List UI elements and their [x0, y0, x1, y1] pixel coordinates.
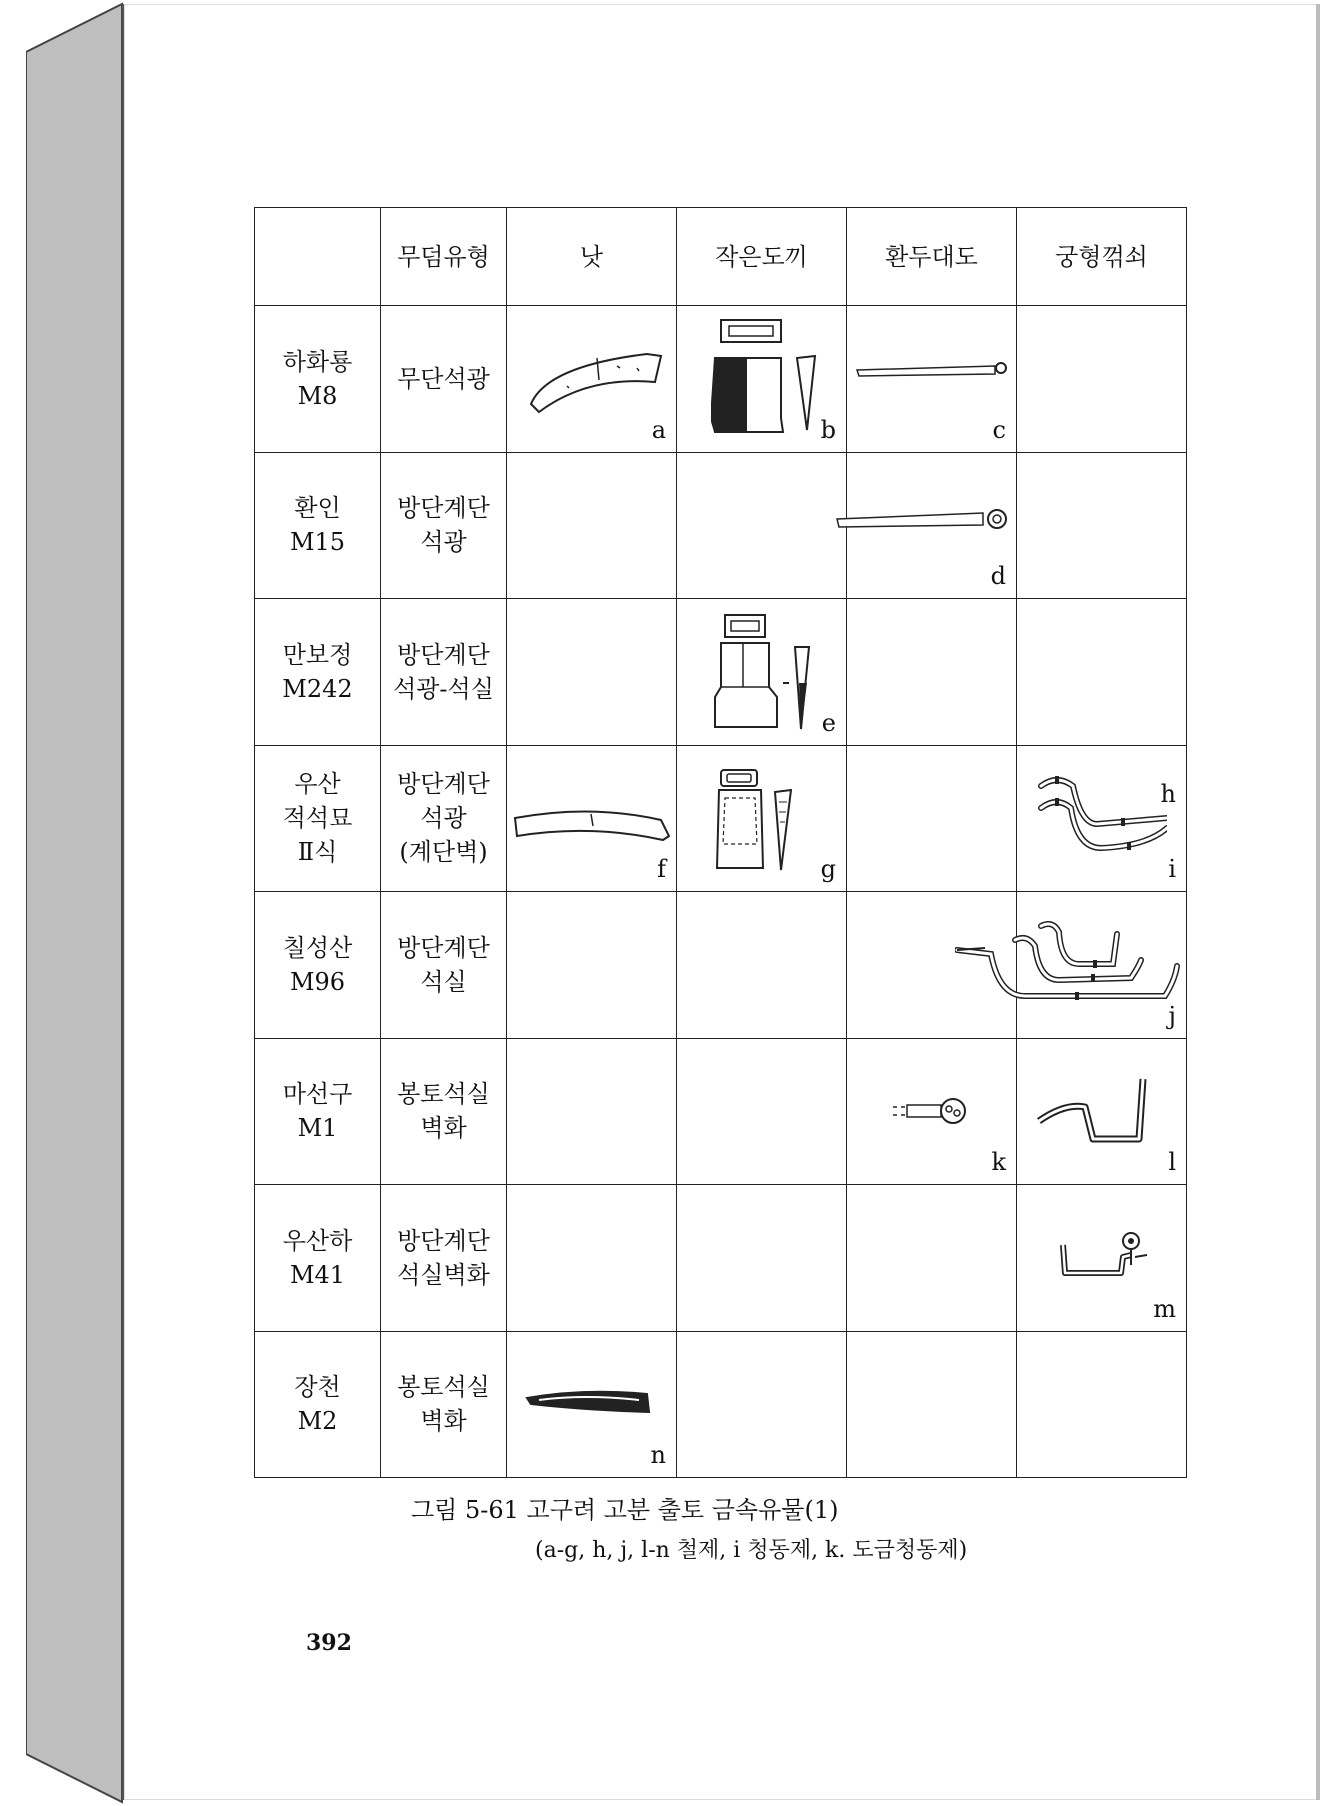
table-row — [255, 745, 1187, 892]
clamp-cell — [1017, 892, 1187, 1039]
sword-cell — [847, 1038, 1017, 1185]
sword-cell — [847, 1331, 1017, 1478]
sickle-drawing — [527, 346, 667, 416]
book-spine — [26, 0, 126, 1806]
tomb-type-cell: 방단계단 석실벽화 — [381, 1185, 507, 1332]
clamp-cell — [1017, 745, 1187, 892]
header-cell-ring-sword: 환두대도 — [847, 208, 1017, 306]
axe-cell — [677, 1038, 847, 1185]
axe-cell — [677, 599, 847, 746]
figure-caption-subtitle: (a-g, h, j, l-n 철제, i 청동제, k. 도금청동제) — [535, 1538, 968, 1563]
tomb-type-cell: 봉토석실 벽화 — [381, 1038, 507, 1185]
sickle-cell — [507, 599, 677, 746]
axe-cell — [677, 306, 847, 453]
tomb-type-cell: 방단계단 석광 — [381, 452, 507, 599]
table-row — [255, 892, 1187, 1039]
clamp-drawing — [1037, 772, 1167, 862]
clamp-cell — [1017, 306, 1187, 453]
sword-cell — [847, 452, 1017, 599]
sword-cell — [847, 306, 1017, 453]
figure-label: i — [1168, 855, 1176, 883]
page-edge — [1316, 4, 1320, 1800]
sickle-drawing — [525, 1382, 655, 1422]
axe-cell — [677, 892, 847, 1039]
artifact-table — [254, 207, 1187, 1478]
sword-cell — [847, 745, 1017, 892]
sword-cell — [847, 1185, 1017, 1332]
tomb-type-cell: 봉토석실 벽화 — [381, 1331, 507, 1478]
figure-label: h — [1160, 779, 1176, 808]
site-cell: 우산 적석묘 Ⅱ식 — [255, 745, 381, 892]
tomb-type-cell: 방단계단 석광 (계단벽) — [381, 745, 507, 892]
clamp-cell — [1017, 599, 1187, 746]
figure-caption: 그림 5-61 고구려 고분 출토 금속유물(1) — [411, 1496, 839, 1524]
sword-cell — [847, 599, 1017, 746]
sickle-cell — [507, 452, 677, 599]
figure-label: c — [992, 415, 1006, 444]
figure-label: d — [990, 562, 1006, 590]
header-cell-sickle: 낫 — [507, 208, 677, 306]
site-cell: 마선구 M1 — [255, 1038, 381, 1185]
table-row — [255, 599, 1187, 746]
table-row — [255, 1331, 1187, 1478]
figure-label: a — [651, 415, 666, 444]
site-cell: 장천 M2 — [255, 1331, 381, 1478]
header-cell-small-axe: 작은도끼 — [677, 208, 847, 306]
axe-cell — [677, 452, 847, 599]
axe-drawing — [713, 613, 823, 738]
figure-label: n — [650, 1441, 666, 1469]
site-cell: 환인 M15 — [255, 452, 381, 599]
table-row — [255, 306, 1187, 453]
axe-cell — [677, 745, 847, 892]
clamp-drawing — [1059, 1231, 1159, 1291]
ring-sword-drawing — [833, 499, 1013, 539]
axe-cell — [677, 1185, 847, 1332]
figure-label: j — [1168, 1001, 1176, 1030]
table-header-row — [255, 208, 1187, 306]
tomb-type-cell: 방단계단 석광-석실 — [381, 599, 507, 746]
clamp-cell — [1017, 1331, 1187, 1478]
figure-label: b — [820, 415, 836, 444]
ring-pommel-drawing — [891, 1093, 971, 1129]
clamp-cell — [1017, 1038, 1187, 1185]
table-row — [255, 452, 1187, 599]
site-cell: 만보정 M242 — [255, 599, 381, 746]
table-row — [255, 1038, 1187, 1185]
tomb-type-cell: 방단계단 석실 — [381, 892, 507, 1039]
site-cell: 칠성산 M96 — [255, 892, 381, 1039]
sickle-cell — [507, 745, 677, 892]
sickle-cell — [507, 1185, 677, 1332]
sickle-drawing — [511, 796, 676, 846]
header-cell-bow-clamp: 궁형꺾쇠 — [1017, 208, 1187, 306]
clamp-cell — [1017, 1185, 1187, 1332]
header-cell-tomb-type: 무덤유형 — [381, 208, 507, 306]
sickle-cell — [507, 306, 677, 453]
axe-cell — [677, 1331, 847, 1478]
clamp-drawing — [955, 910, 1185, 1010]
page-number: 392 — [306, 1630, 352, 1656]
sickle-cell — [507, 1331, 677, 1478]
table-row — [255, 1185, 1187, 1332]
site-cell: 우산하 M41 — [255, 1185, 381, 1332]
figure-label: f — [657, 855, 666, 883]
axe-drawing — [711, 318, 831, 443]
figure-label: k — [991, 1148, 1006, 1176]
figure-label: l — [1168, 1148, 1176, 1176]
sickle-cell — [507, 1038, 677, 1185]
figure-label: g — [820, 855, 836, 883]
figure-label: e — [821, 708, 836, 737]
clamp-cell — [1017, 452, 1187, 599]
ring-sword-drawing — [855, 356, 1015, 386]
header-cell-empty — [255, 208, 381, 306]
clamp-drawing — [1035, 1073, 1165, 1153]
sickle-cell — [507, 892, 677, 1039]
tomb-type-cell: 무단석광 — [381, 306, 507, 453]
site-cell: 하화룡 M8 — [255, 306, 381, 453]
axe-drawing — [715, 768, 815, 873]
figure-label: m — [1153, 1294, 1176, 1323]
